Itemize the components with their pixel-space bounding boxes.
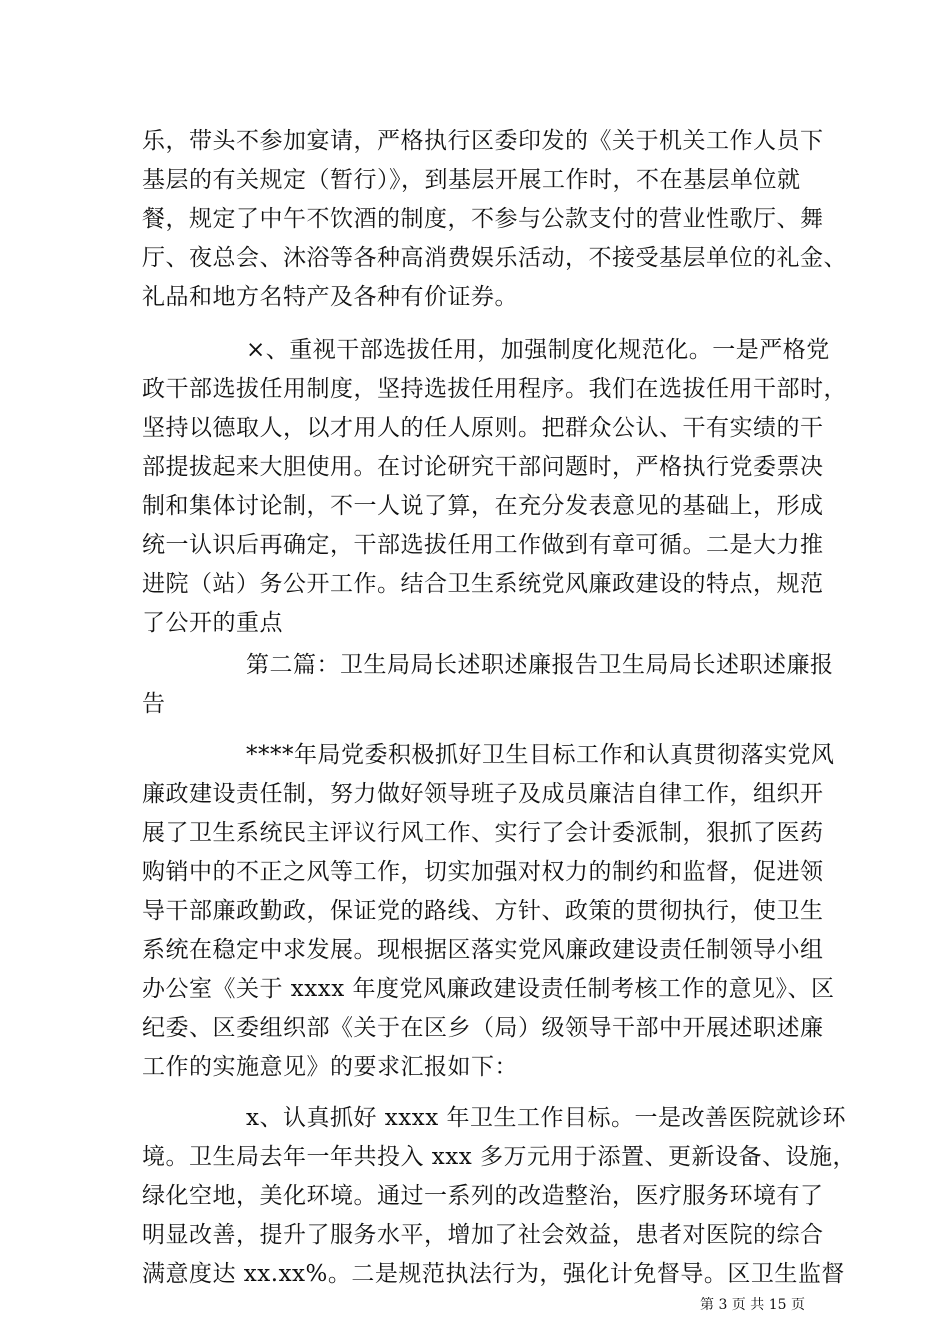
text-line: 购销中的不正之风等工作，切实加强对权力的制约和监督，促进领 <box>142 859 824 885</box>
text-line: 导干部廉政勤政，保证党的路线、方针、政策的贯彻执行，使卫生 <box>142 898 824 924</box>
text-line: 工作的实施意见》的要求汇报如下： <box>142 1054 518 1080</box>
text-line: 礼品和地方名特产及各种有价证券。 <box>142 284 518 310</box>
paragraph-start-line: ×、重视干部选拔任用，加强制度化规范化。一是严格党 <box>246 337 830 363</box>
text-line: 系统在稳定中求发展。现根据区落实党风廉政建设责任制领导小组 <box>142 937 824 963</box>
text-line: 展了卫生系统民主评议行风工作、实行了会计委派制，狠抓了医药 <box>142 820 824 846</box>
text-line: 廉政建设责任制，努力做好领导班子及成员廉洁自律工作，组织开 <box>142 781 824 807</box>
text-line: 部提拔起来大胆使用。在讨论研究干部问题时，严格执行党委票决 <box>142 454 824 480</box>
text-line: 了公开的重点 <box>142 610 283 636</box>
text-line: 乐，带头不参加宴请，严格执行区委印发的《关于机关工作人员下 <box>142 128 824 154</box>
text-line: 统一认识后再确定，干部选拔任用工作做到有章可循。二是大力推 <box>142 532 824 558</box>
text-line: 境。卫生局去年一年共投入 xxx 多万元用于添置、更新设备、设施， <box>142 1144 857 1170</box>
page-number-footer: 第 3 页 共 15 页 <box>700 1297 805 1313</box>
text-line: 绿化空地，美化环境。通过一系列的改造整治，医疗服务环境有了 <box>142 1183 824 1209</box>
text-line: 满意度达 xx.xx%。二是规范执法行为，强化计免督导。区卫生监督 <box>142 1261 845 1287</box>
text-line: 餐，规定了中午不饮酒的制度，不参与公款支付的营业性歌厅、舞 <box>142 206 824 232</box>
paragraph-start-line: ****年局党委积极抓好卫生目标工作和认真贯彻落实党风 <box>246 742 835 768</box>
text-line: 制和集体讨论制，不一人说了算，在充分发表意见的基础上，形成 <box>142 493 824 519</box>
text-line: 政干部选拔任用制度，坚持选拔任用程序。我们在选拔任用干部时， <box>142 376 847 402</box>
text-line: 明显改善，提升了服务水平，增加了社会效益，患者对医院的综合 <box>142 1222 824 1248</box>
text-line: 进院（站）务公开工作。结合卫生系统党风廉政建设的特点，规范 <box>142 571 824 597</box>
paragraph-start-line: x、认真抓好 xxxx 年卫生工作目标。一是改善医院就诊环 <box>246 1105 846 1131</box>
text-line: 纪委、区委组织部《关于在区乡（局）级领导干部中开展述职述廉 <box>142 1015 824 1041</box>
text-line: 办公室《关于 xxxx 年度党风廉政建设责任制考核工作的意见》、区 <box>142 976 835 1002</box>
text-line: 基层的有关规定（暂行）》，到基层开展工作时，不在基层单位就 <box>142 167 801 193</box>
text-line: 厅、夜总会、沐浴等各种高消费娱乐活动，不接受基层单位的礼金、 <box>142 245 847 271</box>
section-title-line: 告 <box>142 691 166 717</box>
section-title-line: 第二篇：卫生局局长述职述廉报告卫生局局长述职述廉报 <box>246 652 834 678</box>
text-line: 坚持以德取人，以才用人的任人原则。把群众公认、干有实绩的干 <box>142 415 824 441</box>
